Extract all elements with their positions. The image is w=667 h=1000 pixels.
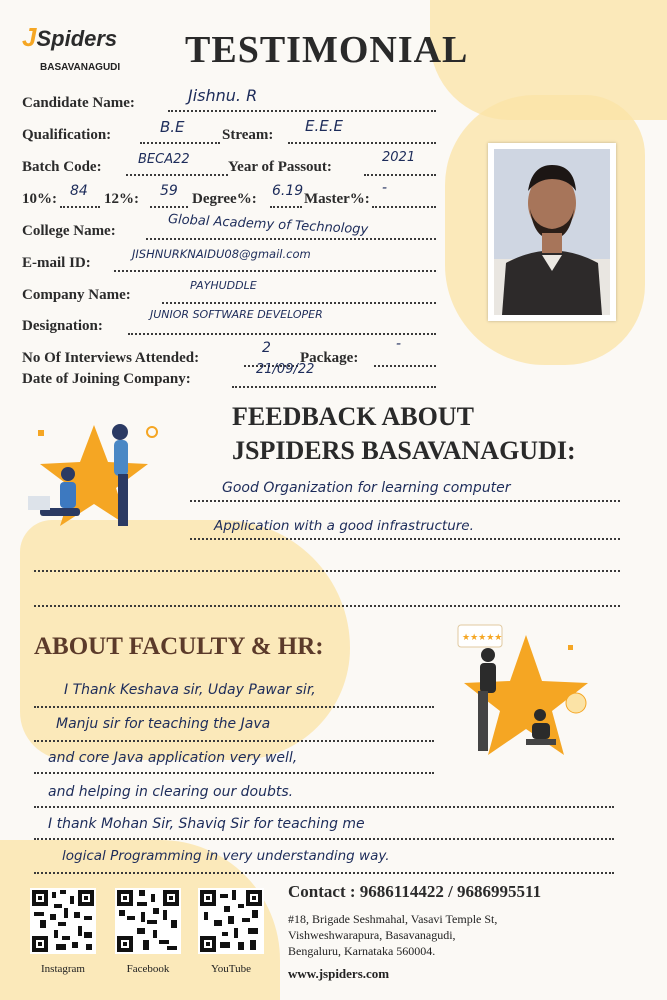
dotline [60,206,100,208]
candidate-photo [488,143,616,321]
dotline [34,806,614,808]
value-12-percent: 59 [160,183,178,199]
feedback-line-2: Application with a good infrastructure. [214,518,474,534]
label-stream: Stream: [222,127,274,143]
dotline [34,740,434,742]
dotline [372,206,436,208]
value-date-of-joining: 21/09/22 [256,362,315,377]
value-master-percent: - [382,180,388,196]
logo-text: Spiders [36,26,118,51]
dotline [150,206,188,208]
value-package: - [396,336,402,352]
address-line-3: Bengaluru, Karnataka 560004. [288,944,436,958]
value-company-name: PAYHUDDLE [190,279,257,292]
label-package: Package: [300,350,359,366]
value-stream: E.E.E [305,117,343,135]
label-batch-code: Batch Code: [22,159,102,175]
feedback-heading-line1: FEEDBACK ABOUT [232,402,474,431]
page-title: TESTIMONIAL [185,29,469,71]
feedback-line-1: Good Organization for learning computer [222,480,511,496]
label-year-of-passout: Year of Passout: [228,159,332,175]
label-interviews-attended: No Of Interviews Attended: [22,350,200,366]
label-degree-percent: Degree%: [192,191,257,207]
label-company-name: Company Name: [22,287,131,303]
svg-text:★★★★★: ★★★★★ [462,633,503,643]
dotline [140,142,220,144]
label-designation: Designation: [22,318,103,334]
value-college-name: Global Academy of Technology [167,212,369,238]
dotline [34,838,614,840]
dotline [374,365,436,367]
faculty-illustration [448,615,598,775]
address-line-2: Vishweshwarapura, Basavanagudi, [288,928,456,942]
dotline [128,333,436,335]
label-master-percent: Master%: [304,191,370,207]
dotline [364,174,436,176]
dotline [232,386,436,388]
qr-code-instagram[interactable] [30,888,96,954]
dotline [190,500,620,502]
dotline [146,238,436,240]
faculty-line-2: Manju sir for teaching the Java [56,716,271,732]
value-candidate-name: Jishnu. R [188,86,258,105]
label-date-of-joining: Date of Joining Company: [22,371,191,387]
dotline [168,110,436,112]
candidate-photo-frame [488,143,616,321]
dotline [34,605,620,607]
label-12-percent: 12%: [104,191,139,207]
value-10-percent: 84 [70,183,88,199]
faculty-line-6: logical Programming in very understanding way. [62,848,390,864]
value-year-of-passout: 2021 [382,150,416,165]
qr-label-facebook: Facebook [126,963,170,975]
dotline [34,570,620,572]
qr-label-instagram: Instagram [41,963,85,975]
value-qualification: B.E [160,118,185,136]
dotline [162,302,436,304]
feedback-heading-line2: JSPIDERS BASAVANAGUDI: [232,436,576,465]
address-line-1: #18, Brigade Seshmahal, Vasavi Temple St, [288,912,498,926]
value-batch-code: BECA22 [138,152,190,167]
qr-label-youtube: YouTube [210,963,252,975]
logo [22,22,117,53]
label-10-percent: 10%: [22,191,57,207]
faculty-line-1: I Thank Keshava sir, Uday Pawar sir, [64,682,316,698]
value-degree-percent: 6.19 [272,183,304,199]
dotline [126,174,228,176]
dotline [288,142,436,144]
dotline [190,538,620,540]
dotline [34,772,434,774]
dotline [114,270,436,272]
contact-numbers: Contact : 9686114422 / 9686995511 [288,882,542,901]
dotline [34,706,434,708]
label-email: E-mail ID: [22,255,91,271]
value-interviews-attended: 2 [262,340,271,356]
value-email: JISHNURKNAIDU08@gmail.com [132,247,311,261]
feedback-illustration [22,410,202,550]
dotline [34,872,614,874]
faculty-heading: ABOUT FACULTY & HR: [34,633,324,660]
qr-code-facebook[interactable] [115,888,181,954]
dotline [270,206,302,208]
label-college-name: College Name: [22,223,116,239]
qr-code-youtube[interactable] [198,888,264,954]
faculty-line-3: and core Java application very well, [48,750,298,766]
logo-branch: BASAVANAGUDI [40,62,121,73]
value-designation: JUNIOR SOFTWARE DEVELOPER [150,308,323,321]
faculty-line-4: and helping in clearing our doubts. [48,784,294,800]
website-link[interactable]: www.jspiders.com [288,966,390,981]
faculty-line-5: I thank Mohan Sir, Shaviq Sir for teaching me [48,816,365,832]
label-qualification: Qualification: [22,127,112,143]
logo-j: J [22,22,37,52]
label-candidate-name: Candidate Name: [22,95,135,111]
